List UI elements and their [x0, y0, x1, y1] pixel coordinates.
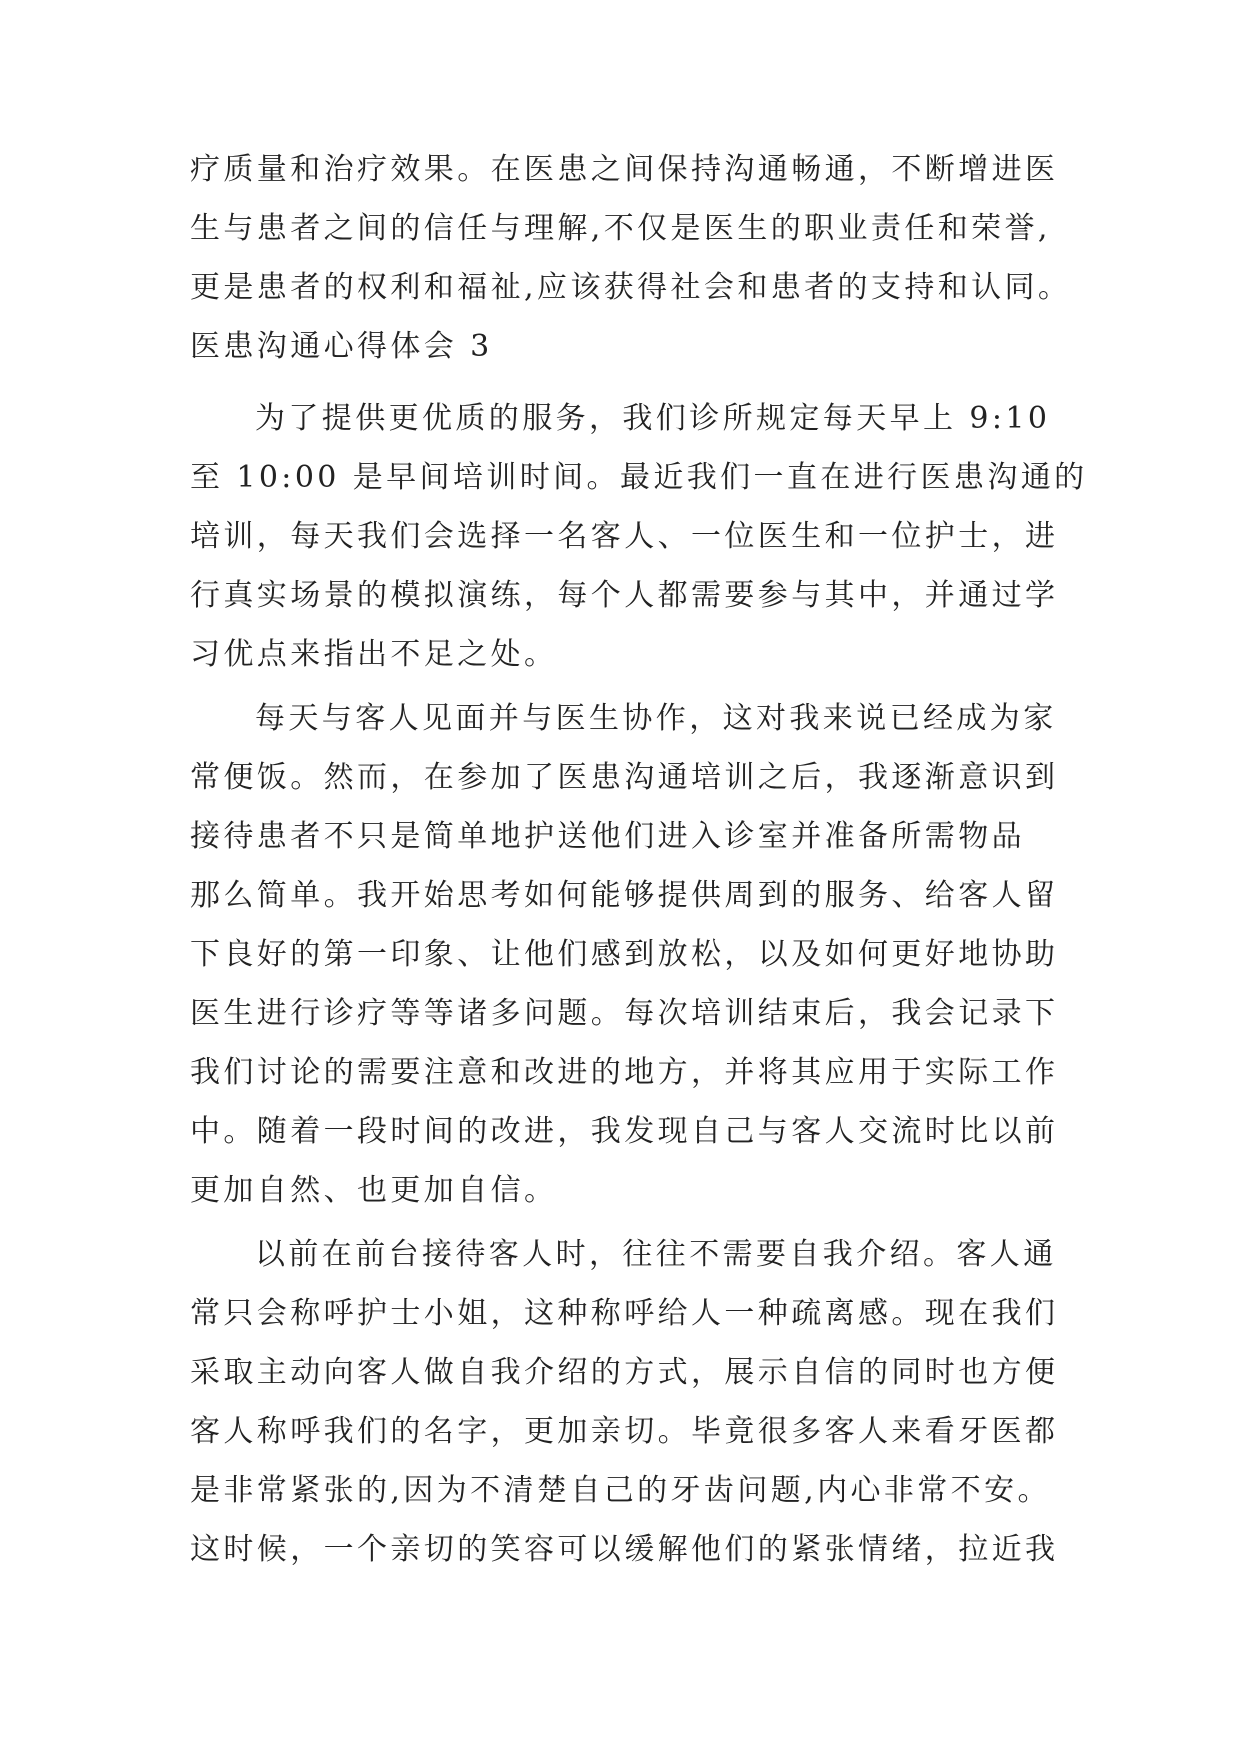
text-line: 下良好的第一印象、让他们感到放松，以及如何更好地协助	[190, 937, 1059, 972]
text-line: 常只会称呼护士小姐，这种称呼给人一种疏离感。现在我们	[190, 1296, 1059, 1331]
text-line: 生与患者之间的信任与理解,不仅是医生的职业责任和荣誉,	[190, 211, 1051, 246]
text-line: 客人称呼我们的名字，更加亲切。毕竟很多客人来看牙医都	[190, 1414, 1059, 1449]
text-line: 那么简单。我开始思考如何能够提供周到的服务、给客人留	[190, 878, 1059, 913]
text-line: 行真实场景的模拟演练，每个人都需要参与其中，并通过学	[190, 578, 1059, 613]
text-line: 疗质量和治疗效果。在医患之间保持沟通畅通，不断增进医	[190, 152, 1059, 187]
text-line: 更加自然、也更加自信。	[190, 1173, 558, 1208]
text-line: 这时候，一个亲切的笑容可以缓解他们的紧张情绪，拉近我	[190, 1532, 1059, 1567]
text-line: 医生进行诊疗等等诸多问题。每次培训结束后，我会记录下	[190, 996, 1059, 1031]
text-line: 采取主动向客人做自我介绍的方式，展示自信的同时也方便	[190, 1355, 1059, 1390]
text-line: 是非常紧张的,因为不清楚自己的牙齿问题,内心非常不安。	[190, 1473, 1051, 1508]
text-line: 以前在前台接待客人时，往往不需要自我介绍。客人通	[255, 1237, 1057, 1272]
section-heading: 医患沟通心得体会 3	[190, 329, 493, 364]
text-line: 培训，每天我们会选择一名客人、一位医生和一位护士，进	[190, 519, 1059, 554]
text-line: 习优点来指出不足之处。	[190, 637, 558, 672]
text-line: 至 10:00 是早间培训时间。最近我们一直在进行医患沟通的	[190, 460, 1088, 495]
text-line: 更是患者的权利和福祉,应该获得社会和患者的支持和认同。	[190, 270, 1072, 305]
text-line: 中。随着一段时间的改进，我发现自己与客人交流时比以前	[190, 1114, 1059, 1149]
text-line: 接待患者不只是简单地护送他们进入诊室并准备所需物品	[190, 819, 1025, 854]
text-line: 常便饭。然而，在参加了医患沟通培训之后，我逐渐意识到	[190, 760, 1059, 795]
text-line: 为了提供更优质的服务，我们诊所规定每天早上 9:10	[255, 401, 1051, 436]
text-line: 每天与客人见面并与医生协作，这对我来说已经成为家	[255, 701, 1057, 736]
text-line: 我们讨论的需要注意和改进的地方，并将其应用于实际工作	[190, 1055, 1059, 1090]
